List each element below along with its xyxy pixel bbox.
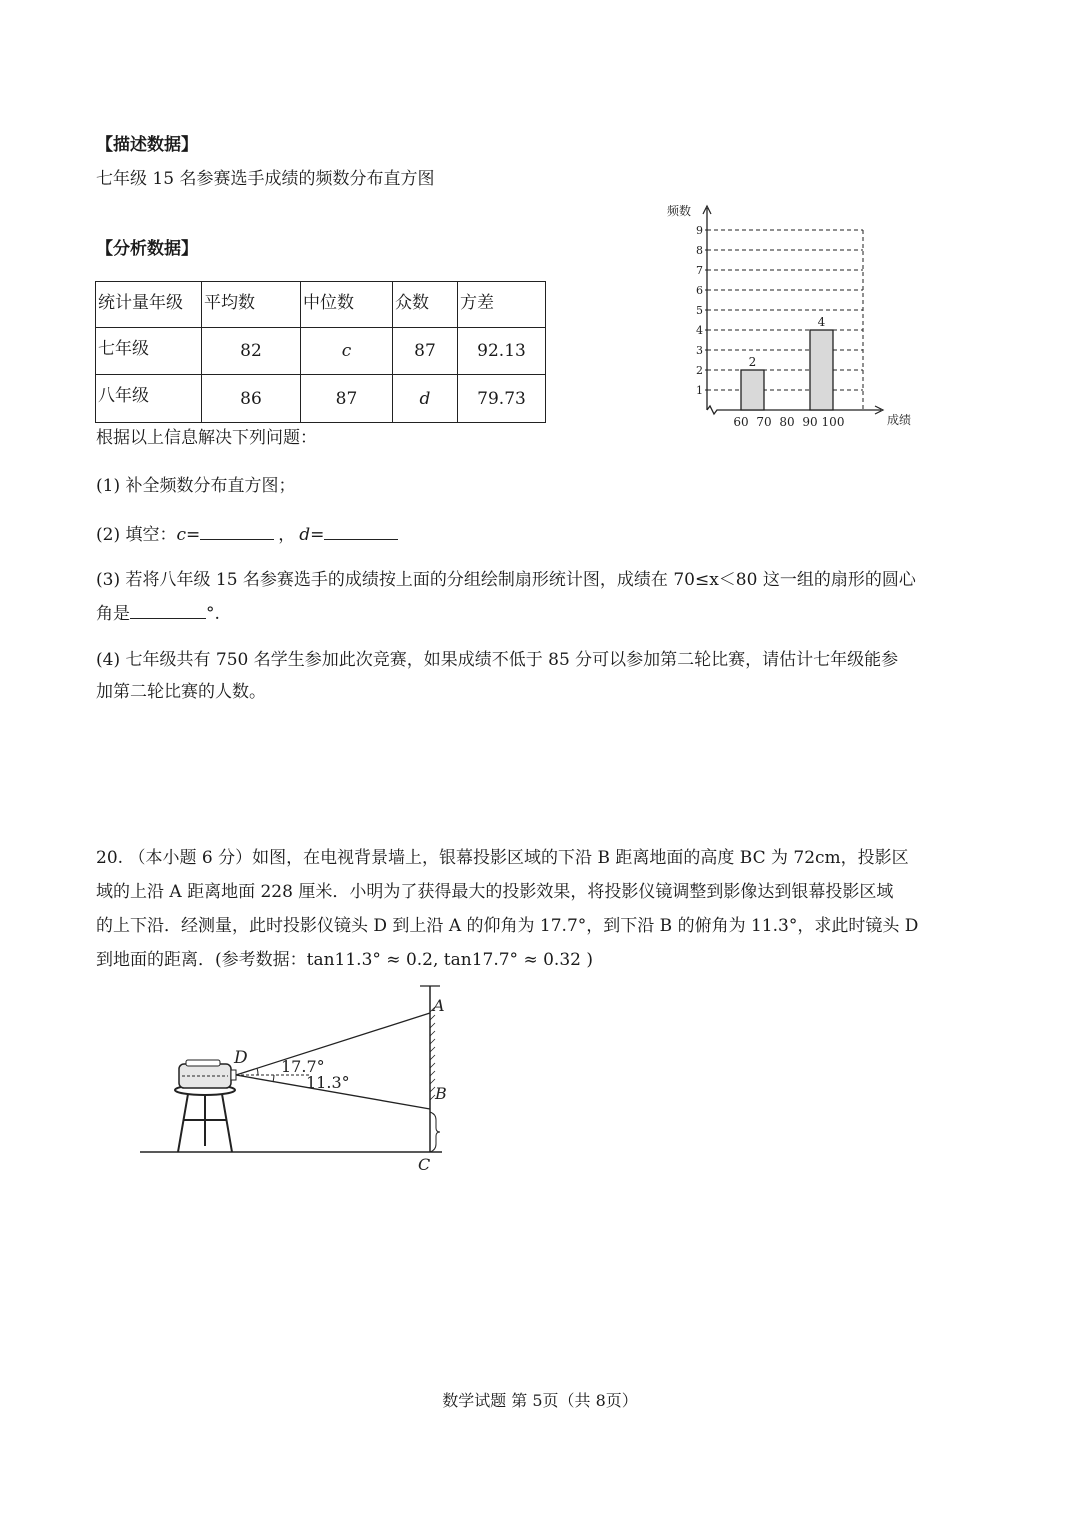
y-tick-label: 2	[696, 364, 703, 377]
label-D: D	[234, 1048, 248, 1068]
x-tick-label: 70	[756, 415, 772, 429]
label-A: A	[433, 996, 445, 1015]
table-header-cell: 中位数	[301, 282, 393, 328]
c-answer-blank[interactable]	[200, 525, 274, 540]
question-3-line2	[96, 604, 220, 623]
table-cell: 86	[202, 375, 301, 423]
y-tick-label: 7	[696, 264, 703, 277]
projector-figure	[130, 978, 470, 1178]
y-tick-label: 6	[696, 284, 703, 297]
table-header-cell: 统计量年级	[96, 282, 202, 328]
questions-intro: 根据以上信息解决下列问题：	[96, 428, 317, 448]
y-tick-label: 9	[696, 224, 703, 237]
bar-data-label: 2	[748, 355, 757, 369]
angle-arc-down	[273, 1075, 274, 1082]
question-3-prefix: 角是	[96, 604, 130, 624]
table-header-cell: 众数	[393, 282, 458, 328]
y-tick-label: 1	[696, 384, 703, 397]
table-header-row	[96, 282, 546, 328]
problem-20-line3: 的上下沿．经测量，此时投影仪镜头 D 到上沿 A 的仰角为 17.7°，到下沿 B 的俯角为 11.3°，求此时镜头 D	[96, 916, 919, 936]
angle-answer-blank[interactable]	[130, 604, 206, 619]
table-cell: 87	[393, 328, 458, 375]
bc-brace	[430, 1112, 440, 1152]
question-3-suffix: °.	[206, 604, 220, 624]
problem-20-line2: 域的上沿 A 距离地面 228 厘米．小明为了获得最大的投影效果，将投影仪镜调整到影像达到银幕投影区域	[96, 882, 894, 902]
problem-20-line4: 到地面的距离．(参考数据：tan11.3° ≈ 0.2, tan17.7° ≈ 0.32 )	[96, 950, 594, 970]
x-axis-title: 成绩	[887, 413, 912, 427]
histogram-caption: 七年级 15 名参赛选手成绩的频数分布直方图	[96, 169, 435, 189]
label-C: C	[418, 1155, 431, 1174]
question-4-line1: (4) 七年级共有 750 名学生参加此次竞赛，如果成绩不低于 85 分可以参加第二轮比赛，请估计七年级能参	[96, 650, 899, 670]
angle-down-label: 11.3°	[306, 1073, 350, 1092]
section-analyze-heading: 【分析数据】	[96, 239, 198, 259]
section-describe-heading: 【描述数据】	[96, 135, 198, 155]
x-axis	[707, 406, 881, 414]
d-answer-blank[interactable]	[324, 525, 398, 540]
table-cell: 92.13	[458, 328, 546, 375]
x-tick-label: 90	[802, 415, 818, 429]
table-cell: d	[393, 375, 458, 423]
separator: ，	[278, 525, 296, 545]
question-2-prefix: (2) 填空：	[96, 525, 177, 545]
x-tick-label: 100	[821, 415, 845, 429]
projector-icon	[179, 1060, 236, 1088]
c-label: c=	[176, 525, 201, 545]
bar-data-label: 4	[817, 315, 826, 329]
y-axis-title: 频数	[667, 204, 692, 218]
question-4-line2: 加第二轮比赛的人数。	[96, 682, 266, 702]
ray-to-A	[236, 1013, 430, 1075]
d-label: d=	[299, 525, 325, 545]
problem-20-line1: 20. （本小题 6 分）如图，在电视背景墙上，银幕投影区域的下沿 B 距离地面的高度 BC 为 72cm，投影区	[96, 848, 909, 868]
y-tick-label: 8	[696, 244, 703, 257]
question-1: (1) 补全频数分布直方图；	[96, 476, 296, 496]
table-row	[96, 375, 546, 423]
y-tick-label: 4	[696, 324, 703, 337]
page-footer: 数学试题 第 5页（共 8页）	[442, 1391, 638, 1410]
table-cell: 八年级	[96, 375, 202, 423]
table-header-cell: 方差	[458, 282, 546, 328]
table-cell: 87	[301, 375, 393, 423]
table-cell: c	[301, 328, 393, 375]
x-tick-label: 60	[733, 415, 749, 429]
table-row	[96, 328, 546, 375]
table-cell: 79.73	[458, 375, 546, 423]
histogram-bar	[810, 330, 833, 410]
table-cell: 七年级	[96, 328, 202, 375]
y-tick-label: 3	[696, 344, 703, 357]
question-2	[96, 525, 398, 544]
label-B: B	[435, 1084, 447, 1103]
stool	[175, 1085, 235, 1152]
angle-arc-up	[257, 1068, 258, 1075]
table-header-cell: 平均数	[202, 282, 301, 328]
x-tick-label: 80	[779, 415, 795, 429]
histogram-chart	[655, 198, 912, 438]
angle-up-label: 17.7°	[281, 1057, 325, 1076]
stats-table	[95, 281, 546, 423]
histogram-bar	[741, 370, 764, 410]
table-cell: 82	[202, 328, 301, 375]
question-3-line1: (3) 若将八年级 15 名参赛选手的成绩按上面的分组绘制扇形统计图，成绩在 70≤x＜80 这一组的扇形的圆心	[96, 570, 916, 590]
y-tick-label: 5	[696, 304, 703, 317]
